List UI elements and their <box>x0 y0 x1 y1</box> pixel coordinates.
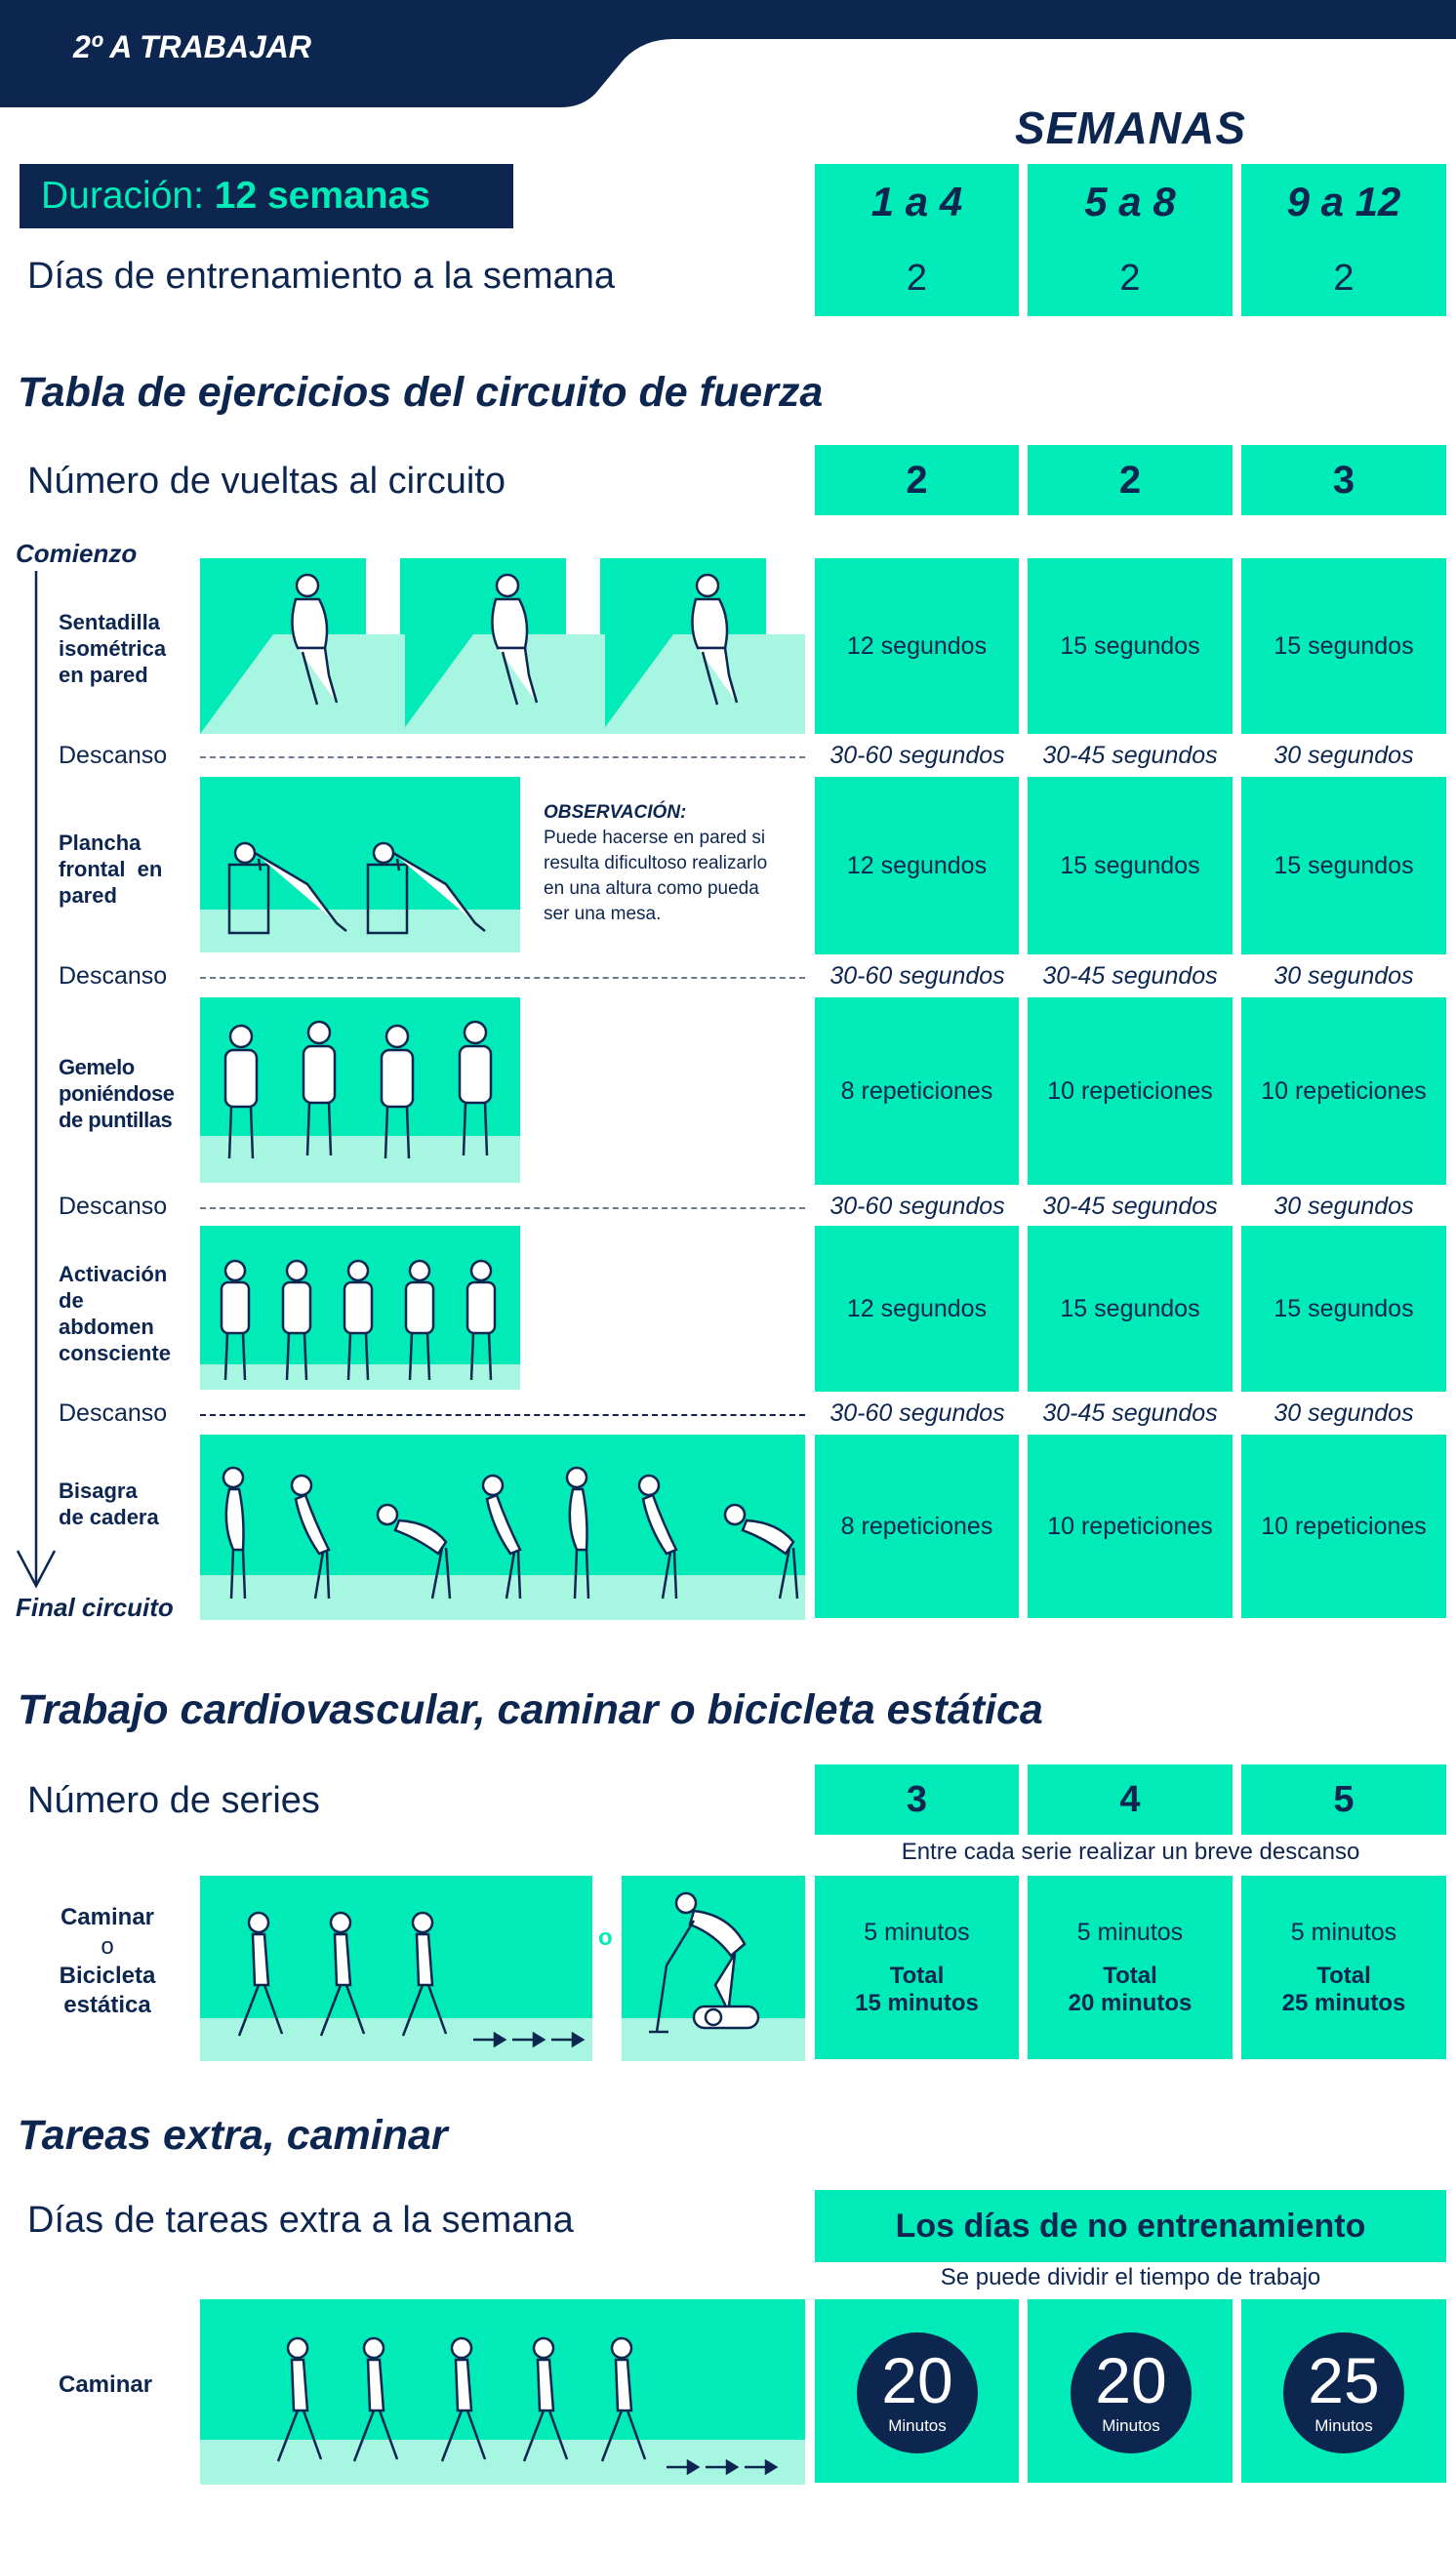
exercise-3-label <box>59 1054 174 1133</box>
rest-4-divider <box>200 1414 805 1416</box>
circuit-start-label: Comienzo <box>16 539 138 568</box>
training-days-3 <box>1241 240 1446 316</box>
exercise-2-week-2: 15 segundos <box>1028 777 1233 954</box>
exercise-2-line-1: Plancha <box>59 831 142 855</box>
exercise-1-week-1: 12 segundos <box>815 558 1019 734</box>
exercise-3-line-1: Gemelo <box>59 1055 135 1079</box>
exercise-1-line-1: Sentadilla <box>59 610 160 634</box>
extra-week-3-minutes: 25 <box>1308 2344 1380 2416</box>
exercise-2-line-3: pared <box>59 883 117 908</box>
series-label: Número de series <box>27 1780 320 1821</box>
week-col-1 <box>815 164 1019 240</box>
exercise-3-week-3: 10 repeticiones <box>1241 997 1446 1185</box>
exercise-4-line-2: de <box>59 1288 84 1313</box>
cardio-week-3 <box>1241 1876 1446 2059</box>
extra-week-1-unit: Minutos <box>888 2416 947 2435</box>
rest-2-divider <box>200 977 805 979</box>
duration-value: 12 semanas <box>214 175 430 217</box>
cardio-label-line-4: estática <box>63 1992 151 2018</box>
exercise-1-week-2: 15 segundos <box>1028 558 1233 734</box>
duration-box <box>20 164 513 228</box>
plank-note-title: OBSERVACIÓN: <box>544 802 687 823</box>
plank-note-line-3: en una altura como pueda <box>544 878 759 899</box>
rest-3-week-1: 30-60 segundos <box>829 1193 1005 1220</box>
exercise-5-week-3: 10 repeticiones <box>1241 1435 1446 1618</box>
laps-2 <box>1028 445 1233 515</box>
week-col-3 <box>1241 164 1446 240</box>
rest-1-label: Descanso <box>59 742 168 769</box>
training-days-2-value: 2 <box>1119 257 1141 299</box>
rest-1-week-2: 30-45 segundos <box>1042 742 1218 769</box>
strength-title: Tabla de ejercicios del circuito de fuerza <box>18 369 824 416</box>
rest-2-label: Descanso <box>59 962 168 990</box>
rest-2-week-3: 30 segundos <box>1274 962 1414 990</box>
exercise-4-line-3: abdomen <box>59 1315 154 1339</box>
circuit-flow-arrow <box>10 571 59 1591</box>
rest-2-week-2: 30-45 segundos <box>1042 962 1218 990</box>
training-days-3-value: 2 <box>1333 257 1355 299</box>
extra-week-1-bubble <box>857 2332 978 2453</box>
training-days-1-value: 2 <box>906 257 928 299</box>
laps-label: Número de vueltas al circuito <box>27 461 506 502</box>
cardio-week-3-minutes: 5 minutos <box>1290 1918 1397 1946</box>
series-2-value: 4 <box>1119 1778 1141 1820</box>
cardio-title: Trabajo cardiovascular, caminar o bicicleta estática <box>18 1686 1043 1733</box>
laps-3-value: 3 <box>1332 458 1355 502</box>
series-rest-note: Entre cada serie realizar un breve descanso <box>901 1839 1360 1865</box>
weeks-heading: SEMANAS <box>1014 102 1247 153</box>
week-col-2 <box>1028 164 1233 240</box>
extra-week-1-minutes: 20 <box>881 2344 953 2416</box>
exercise-4-line-4: consciente <box>59 1341 171 1365</box>
non-training-days-banner <box>815 2190 1446 2262</box>
abdomen-illustration <box>200 1226 520 1390</box>
training-days-2 <box>1028 240 1233 316</box>
exercise-2-line-2: frontal en <box>59 857 163 881</box>
laps-2-value: 2 <box>1118 458 1142 502</box>
training-days-label: Días de entrenamiento a la semana <box>27 256 616 297</box>
cardio-week-1-minutes: 5 minutos <box>864 1918 970 1946</box>
exercise-2-week-1: 12 segundos <box>815 777 1019 954</box>
circuit-end-label: Final circuito <box>16 1593 174 1622</box>
exercise-5-week-1: 8 repeticiones <box>815 1435 1019 1618</box>
rest-4-week-1: 30-60 segundos <box>829 1399 1005 1427</box>
exercise-4-week-1: 12 segundos <box>815 1226 1019 1392</box>
series-1 <box>815 1764 1019 1835</box>
extra-week-2-bubble <box>1071 2332 1192 2453</box>
exercise-5-line-2: de cadera <box>59 1505 159 1529</box>
walking-illustration <box>200 1876 592 2061</box>
exercise-1-week-3: 15 segundos <box>1241 558 1446 734</box>
non-training-days-text: Los días de no entrenamiento <box>895 2207 1366 2245</box>
laps-1-value: 2 <box>906 458 928 502</box>
extra-week-2-minutes: 20 <box>1095 2344 1167 2416</box>
extra-walk-label: Caminar <box>59 2371 153 2398</box>
exercise-1-line-2: isométrica <box>59 636 167 661</box>
rest-4-week-2: 30-45 segundos <box>1042 1399 1218 1427</box>
exercise-5-week-2: 10 repeticiones <box>1028 1435 1233 1618</box>
plank-illustration <box>200 777 520 952</box>
week-col-3-label: 9 a 12 <box>1286 179 1401 224</box>
week-col-2-label: 5 a 8 <box>1084 179 1176 224</box>
exercise-5-label <box>59 1478 159 1530</box>
cardio-week-3-total-label: Total <box>1316 1962 1371 1989</box>
series-2 <box>1028 1764 1233 1835</box>
cardio-week-2 <box>1028 1876 1233 2059</box>
exercise-2-label <box>59 830 162 909</box>
cardio-week-3-total: 25 minutos <box>1281 1989 1406 2016</box>
split-time-note: Se puede dividir el tiempo de trabajo <box>940 2264 1321 2290</box>
rest-3-week-2: 30-45 segundos <box>1042 1193 1218 1220</box>
calf-raise-illustration <box>200 997 520 1183</box>
series-3-value: 5 <box>1333 1778 1355 1820</box>
cardio-week-1-total-label: Total <box>889 1962 945 1989</box>
exercise-4-line-1: Activación <box>59 1262 168 1286</box>
cardio-week-1-total: 15 minutos <box>855 1989 979 2016</box>
cardio-label-line-1: Caminar <box>60 1904 155 1930</box>
exercise-1-line-3: en pared <box>59 663 148 687</box>
plank-note <box>544 800 767 927</box>
rest-2-week-1: 30-60 segundos <box>829 962 1005 990</box>
plank-note-line-4: ser una mesa. <box>544 904 662 924</box>
series-3 <box>1241 1764 1446 1835</box>
exercise-3-week-2: 10 repeticiones <box>1028 997 1233 1185</box>
exercise-4-week-2: 15 segundos <box>1028 1226 1233 1392</box>
exercise-3-week-1: 8 repeticiones <box>815 997 1019 1185</box>
cardio-label <box>39 1903 176 2020</box>
extra-week-3-bubble <box>1283 2332 1404 2453</box>
duration-label: Duración: <box>41 175 215 217</box>
rest-4-week-3: 30 segundos <box>1274 1399 1414 1427</box>
extra-week-3-unit: Minutos <box>1314 2416 1373 2435</box>
rest-3-divider <box>200 1207 805 1209</box>
rest-3-label: Descanso <box>59 1193 168 1220</box>
extra-walking-illustration <box>200 2299 805 2485</box>
training-days-1 <box>815 240 1019 316</box>
exercise-2-week-3: 15 segundos <box>1241 777 1446 954</box>
cardio-week-1 <box>815 1876 1019 2059</box>
laps-3 <box>1241 445 1446 515</box>
extra-days-label: Días de tareas extra a la semana <box>27 2200 574 2241</box>
laps-1 <box>815 445 1019 515</box>
week-col-1-label: 1 a 4 <box>870 179 963 224</box>
plank-note-line-2: resulta dificultoso realizarlo <box>544 853 768 873</box>
exercise-1-label <box>59 609 166 688</box>
header-title: 2º A TRABAJAR <box>73 29 311 64</box>
exercise-3-line-2: poniéndose <box>59 1081 175 1106</box>
squat-illustration <box>200 558 805 734</box>
exercise-3-line-3: de puntillas <box>59 1108 173 1132</box>
cardio-week-2-total: 20 minutos <box>1068 1989 1193 2016</box>
cardio-week-2-minutes: 5 minutos <box>1076 1918 1184 1946</box>
extra-title: Tareas extra, caminar <box>18 2112 448 2159</box>
bicycle-illustration <box>622 1876 805 2061</box>
cardio-label-line-3: Bicicleta <box>59 1963 156 1989</box>
exercise-5-line-1: Bisagra <box>59 1479 138 1503</box>
rest-4-label: Descanso <box>59 1399 168 1427</box>
exercise-4-week-3: 15 segundos <box>1241 1226 1446 1392</box>
cardio-or-label: o <box>598 1925 613 1951</box>
rest-1-divider <box>200 756 805 758</box>
extra-week-2-unit: Minutos <box>1102 2416 1160 2435</box>
rest-1-week-1: 30-60 segundos <box>829 742 1005 769</box>
rest-1-week-3: 30 segundos <box>1274 742 1414 769</box>
cardio-week-2-total-label: Total <box>1103 1962 1157 1989</box>
exercise-4-label <box>59 1261 171 1366</box>
series-1-value: 3 <box>906 1778 928 1820</box>
cardio-label-line-2: o <box>101 1933 114 1960</box>
plank-note-line-1: Puede hacerse en pared si <box>544 828 766 848</box>
rest-3-week-3: 30 segundos <box>1274 1193 1414 1220</box>
hip-hinge-illustration <box>200 1435 805 1620</box>
